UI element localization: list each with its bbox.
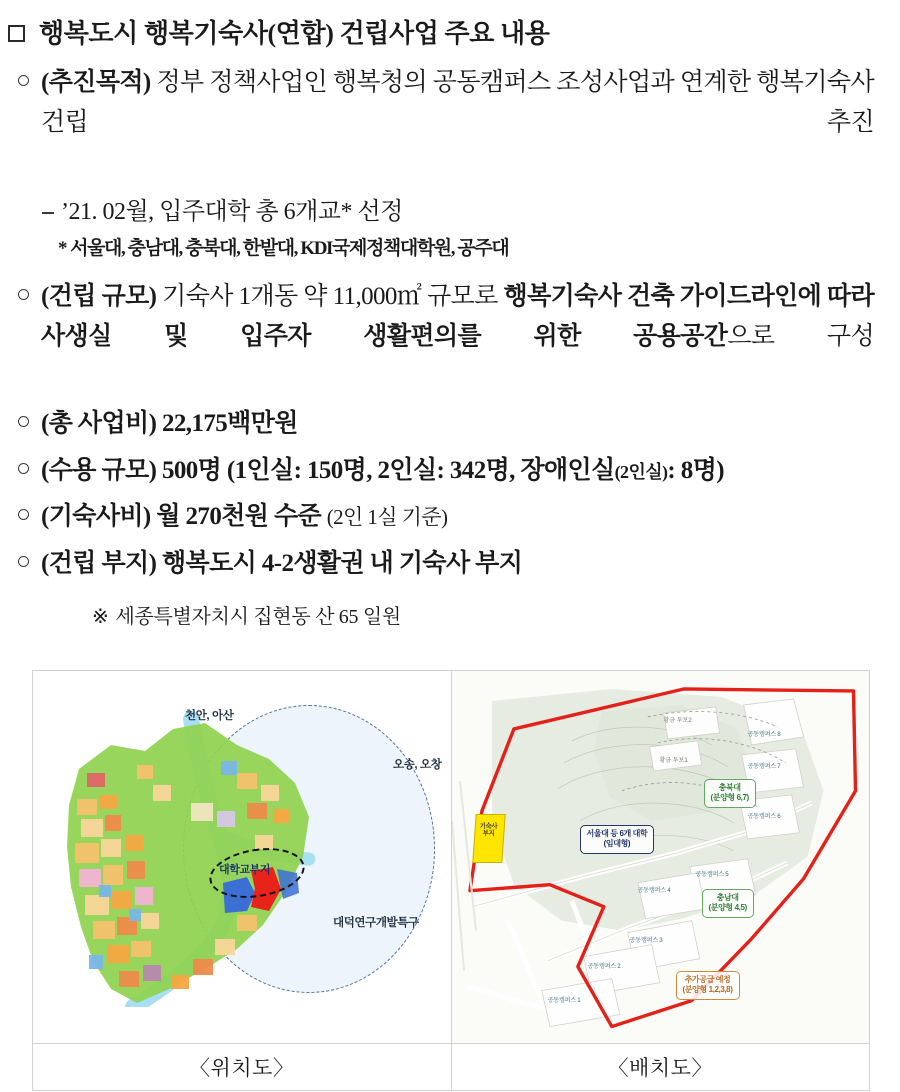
bullet-item-scale bbox=[0, 277, 900, 399]
site-plan-label-chungnam-univ bbox=[702, 889, 754, 918]
bullet-budget-body bbox=[41, 404, 874, 445]
site-plan-dorm-plot-label-line1: 기숙사 bbox=[479, 823, 498, 830]
site-plan-label-chungnam-line1: 충남대 bbox=[716, 893, 739, 902]
page-title bbox=[8, 18, 900, 51]
document-page bbox=[0, 18, 900, 1092]
dash-marker-icon bbox=[42, 212, 54, 214]
figure-cell-site-plan bbox=[451, 671, 870, 1044]
site-plan-dorm-plot bbox=[472, 814, 505, 863]
circle-bullet-icon bbox=[18, 463, 29, 474]
site-plan-label-hill1: 황금 투보1 bbox=[659, 758, 688, 764]
bullet-fee-note: (2인 1실 기준) bbox=[326, 505, 448, 530]
bullet-purpose-label: (추진목적) bbox=[41, 68, 151, 96]
location-map bbox=[33, 671, 451, 1043]
bullet-site-body bbox=[41, 544, 874, 585]
dash-item-star: * bbox=[340, 199, 352, 225]
bullet-capacity-text: 500명 (1인실: 150명, 2인실: 342명, 장애인실 bbox=[161, 456, 615, 484]
site-plan-label-main-universities bbox=[580, 825, 655, 854]
circle-bullet-icon bbox=[18, 75, 29, 86]
site-plan-label-campus5: 공동캠퍼스 5 bbox=[695, 871, 729, 878]
site-plan-dorm-plot-label bbox=[474, 823, 504, 838]
site-plan-label-main-line2: (임대형) bbox=[603, 839, 631, 849]
location-map-label-daedeok: 대덕연구개발특구 bbox=[333, 917, 419, 929]
bullet-scale-text-1: 기숙사 1개동 약 11,000㎡ 규모로 bbox=[162, 282, 498, 310]
circle-bullet-icon bbox=[18, 556, 29, 567]
note-address bbox=[0, 600, 900, 629]
site-plan-basemap bbox=[452, 671, 869, 1043]
bullet-list bbox=[0, 63, 900, 630]
bullet-capacity-body bbox=[41, 451, 874, 492]
site-plan-label-campus2: 공동캠퍼스 2 bbox=[587, 963, 621, 970]
bullet-item-capacity bbox=[0, 451, 900, 492]
dash-item-tail: 선정 bbox=[351, 199, 403, 225]
site-plan-label-chungbuk-univ bbox=[704, 779, 756, 808]
dash-item-selection bbox=[0, 194, 900, 230]
bullet-scale-body bbox=[41, 277, 874, 399]
site-plan-label-chungnam-line2: (분양형 4,5) bbox=[708, 903, 747, 913]
bullet-fee-body bbox=[41, 497, 874, 538]
bullet-item-site bbox=[0, 544, 900, 585]
dash-item-body bbox=[61, 194, 403, 230]
bullet-budget-label: (총 사업비) bbox=[41, 410, 157, 438]
site-plan-map bbox=[452, 671, 870, 1043]
site-plan-label-chungbuk-line1: 충북대 bbox=[718, 783, 741, 792]
footnote-text: 서울대, 충남대, 충북대, 한밭대, KDI국제정책대학원, 공주대 bbox=[70, 238, 509, 259]
site-plan-label-campus8: 공동캠퍼스 8 bbox=[747, 731, 781, 738]
bullet-item-purpose bbox=[0, 63, 900, 185]
bullet-scale-text-bold: 행복기숙사 건축 가이드라인에 따라 사생실 및 입주자 생활편의를 위한 공용공간 bbox=[41, 282, 875, 351]
location-map-label-cheonan-asan: 천안, 아산 bbox=[185, 710, 234, 722]
site-plan-label-main-line1: 서울대 등 6개 대학 bbox=[586, 829, 648, 838]
site-plan-label-chungbuk-line2: (분양형 6,7) bbox=[710, 793, 749, 803]
bullet-item-budget bbox=[0, 404, 900, 445]
square-bullet-icon bbox=[8, 25, 25, 42]
caption-row bbox=[33, 1044, 870, 1091]
note-marker-icon: ※ bbox=[92, 606, 109, 629]
site-plan-label-additional-supply bbox=[676, 971, 740, 1000]
location-map-label-campus-site: 대학교부지 bbox=[219, 864, 271, 876]
caption-site-plan: 〈배치도〉 bbox=[451, 1044, 870, 1091]
bullet-fee-label: (기숙사비) bbox=[41, 503, 151, 531]
bullet-capacity-label: (수용 규모) bbox=[41, 456, 157, 484]
site-plan-label-additional-line1: 추가공급 예정 bbox=[684, 975, 731, 984]
circle-bullet-icon bbox=[18, 509, 29, 520]
bullet-item-fee bbox=[0, 497, 900, 538]
site-plan-label-campus7: 공동캠퍼스 7 bbox=[747, 763, 781, 770]
bullet-capacity-subnote: (2인실) bbox=[614, 461, 668, 482]
site-plan-dorm-plot-label-line2: 부지 bbox=[482, 830, 495, 838]
footnote-marker: * bbox=[58, 238, 67, 259]
dash-item-text: ’21. 02월, 입주대학 총 6개교 bbox=[61, 199, 341, 225]
figure-cell-location-map bbox=[33, 671, 452, 1044]
bullet-scale-text-2: 으로 구성 bbox=[727, 323, 874, 351]
note-text: 세종특별자치시 집현동 산 65 일원 bbox=[115, 606, 401, 629]
bullet-capacity-tail: : 8명) bbox=[667, 456, 724, 484]
circle-bullet-icon bbox=[18, 289, 29, 300]
site-plan-label-campus4: 공동캠퍼스 4 bbox=[637, 887, 671, 894]
site-plan-label-hill2: 황금 투보2 bbox=[663, 718, 692, 724]
site-plan-label-campus6: 공동캠퍼스 6 bbox=[747, 813, 781, 820]
bullet-scale-label: (건립 규모) bbox=[41, 282, 157, 310]
caption-location-map: 〈위치도〉 bbox=[33, 1044, 452, 1091]
bullet-site-label: (건립 부지) bbox=[41, 549, 157, 577]
circle-bullet-icon bbox=[18, 416, 29, 427]
location-map-label-osong-ochang: 오송, 오창 bbox=[393, 759, 442, 771]
bullet-fee-text: 월 270천원 수준 bbox=[156, 503, 322, 531]
site-plan-label-additional-line2: (분양형 1,2,3,8) bbox=[682, 985, 733, 995]
site-plan-label-campus3: 공동캠퍼스 3 bbox=[629, 937, 663, 944]
figure-row bbox=[33, 671, 870, 1044]
page-title-text: 행복도시 행복기숙사(연합) 건립사업 주요 내용 bbox=[39, 19, 550, 48]
site-plan-label-campus1: 공동캠퍼스 1 bbox=[547, 997, 581, 1004]
footnote-universities bbox=[0, 236, 900, 263]
bullet-budget-text: 22,175백만원 bbox=[161, 410, 298, 438]
figure-table bbox=[32, 670, 870, 1091]
bullet-site-text: 행복도시 4-2생활권 내 기숙사 부지 bbox=[161, 549, 523, 577]
bullet-purpose-text: 정부 정책사업인 행복청의 공동캠퍼스 조성사업과 연계한 행복기숙사 건립 추진 bbox=[41, 68, 875, 136]
bullet-purpose-body bbox=[41, 63, 874, 185]
